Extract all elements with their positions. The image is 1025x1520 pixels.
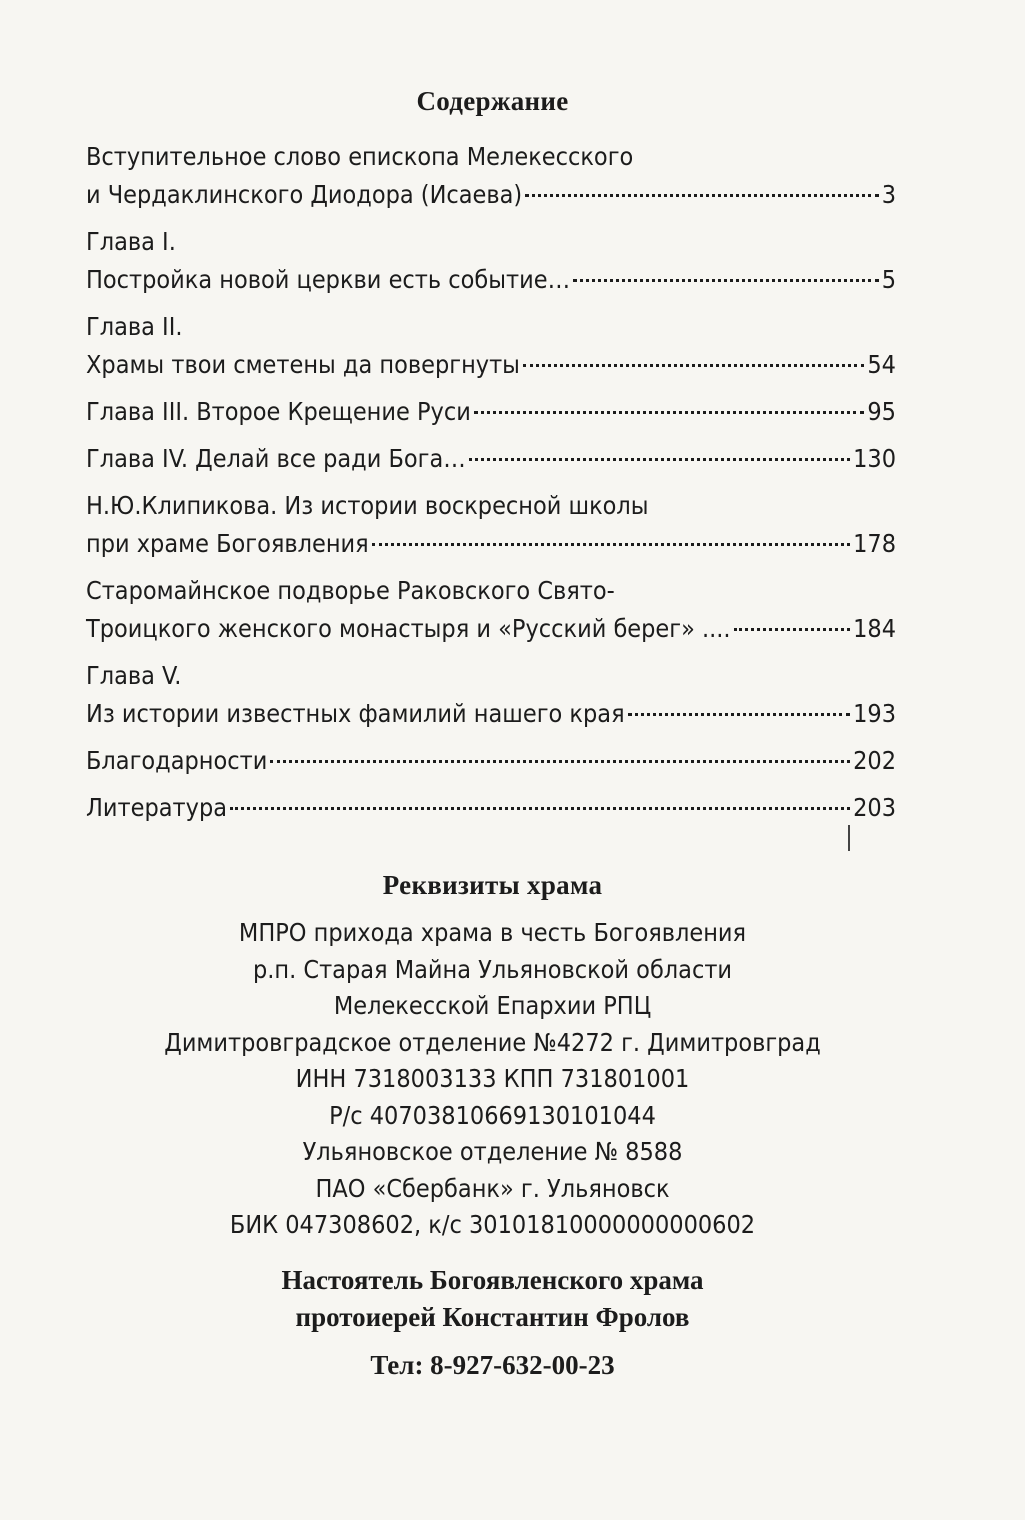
phone-number: Тел: 8-927-632-00-23 xyxy=(370,1350,615,1380)
toc-entry xyxy=(86,742,896,780)
toc-entry xyxy=(86,440,896,478)
toc-page-number: 184 xyxy=(853,614,896,643)
toc-page-number: 202 xyxy=(853,746,896,775)
toc-entry-line: Вступительное слово епископа Мелекесского xyxy=(86,142,634,171)
rector-name: протоиерей Константин Фролов xyxy=(295,1302,690,1332)
toc-entry xyxy=(86,138,896,214)
toc-entry-final-line xyxy=(86,789,896,827)
toc-entry-title: Благодарности xyxy=(86,746,268,775)
toc-entry-line: Глава II. xyxy=(86,312,183,341)
toc-entry xyxy=(86,223,896,299)
toc-leader-dots xyxy=(372,543,850,546)
toc-entry-line: Старомайнское подворье Раковского Свято- xyxy=(86,576,615,605)
toc-entry-final-line xyxy=(86,393,896,431)
toc-entry-title: и Чердаклинского Диодора (Исаева) xyxy=(86,180,523,209)
toc-entry xyxy=(86,308,896,384)
toc-entry-final-line xyxy=(86,695,896,733)
toc-entry-final-line xyxy=(86,261,896,299)
toc-entry-line: Н.Ю.Клипикова. Из истории воскресной школы xyxy=(86,491,649,520)
requisites-line: ПАО «Сбербанк» г. Ульяновск xyxy=(315,1173,670,1203)
toc-leader-dots xyxy=(474,411,865,414)
requisites-line: Димитровградское отделение №4272 г. Димитровград xyxy=(164,1027,821,1057)
toc-entry-line: Глава I. xyxy=(86,227,176,256)
toc-entry-title: Глава III. Второе Крещение Руси xyxy=(86,397,471,426)
table-of-contents xyxy=(86,138,896,836)
toc-page-number: 130 xyxy=(853,444,896,473)
requisites-line: Мелекесской Епархии РПЦ xyxy=(333,991,652,1020)
toc-leader-dots xyxy=(469,458,850,461)
requisites-line: Р/с 40703810669130101044 xyxy=(329,1100,656,1130)
toc-leader-dots xyxy=(525,194,878,197)
toc-page-number: 5 xyxy=(881,265,896,294)
toc-entry-title: Из истории известных фамилий нашего края xyxy=(86,699,625,728)
margin-mark xyxy=(848,825,850,851)
toc-entry-title: Глава IV. Делай все ради Бога… xyxy=(86,444,466,473)
toc-entry-title: Храмы твои сметены да повергнуты xyxy=(86,350,520,379)
toc-entry xyxy=(86,393,896,431)
toc-entry-title: Троицкого женского монастыря и «Русский берег» .... xyxy=(86,614,731,643)
rector-title: Настоятель Богоявленского храма xyxy=(281,1265,704,1295)
requisites-title: Реквизиты храма xyxy=(382,870,603,900)
toc-page-number: 193 xyxy=(853,699,896,728)
toc-title: Содержание xyxy=(416,86,569,116)
toc-leader-dots xyxy=(573,279,879,282)
toc-entry xyxy=(86,657,896,733)
toc-entry-final-line xyxy=(86,346,896,384)
toc-page-number: 54 xyxy=(867,350,896,379)
toc-page-number: 3 xyxy=(881,180,896,209)
toc-leader-dots xyxy=(628,713,850,716)
requisites-line: р.п. Старая Майна Ульяновской области xyxy=(252,954,733,984)
toc-leader-dots xyxy=(523,364,864,367)
toc-entry-final-line xyxy=(86,610,896,648)
toc-entry-line: Глава V. xyxy=(86,661,182,690)
requisites-line: МПРО прихода храма в честь Богоявления xyxy=(238,918,747,947)
toc-page-number: 95 xyxy=(867,397,896,426)
requisites-line: Ульяновское отделение № 8588 xyxy=(302,1137,683,1166)
toc-entry-title: Литература xyxy=(86,793,228,822)
requisites-line: ИНН 7318003133 КПП 731801001 xyxy=(295,1064,690,1093)
toc-page-number: 178 xyxy=(853,529,896,558)
signature-block xyxy=(0,1262,985,1336)
toc-entry-final-line xyxy=(86,742,896,780)
toc-entry-final-line xyxy=(86,176,896,214)
toc-leader-dots xyxy=(734,628,851,631)
toc-leader-dots xyxy=(230,807,850,810)
toc-leader-dots xyxy=(270,760,850,763)
requisites-line: БИК 047308602, к/с 30101810000000000602 xyxy=(229,1210,756,1239)
toc-entry xyxy=(86,487,896,563)
requisites-block xyxy=(0,915,985,1244)
toc-entry xyxy=(86,572,896,648)
toc-entry xyxy=(86,789,896,827)
toc-entry-title: при храме Богоявления xyxy=(86,529,369,558)
toc-entry-final-line xyxy=(86,525,896,563)
toc-entry-final-line xyxy=(86,440,896,478)
toc-entry-title: Постройка новой церкви есть событие… xyxy=(86,265,571,294)
toc-page-number: 203 xyxy=(853,793,896,822)
